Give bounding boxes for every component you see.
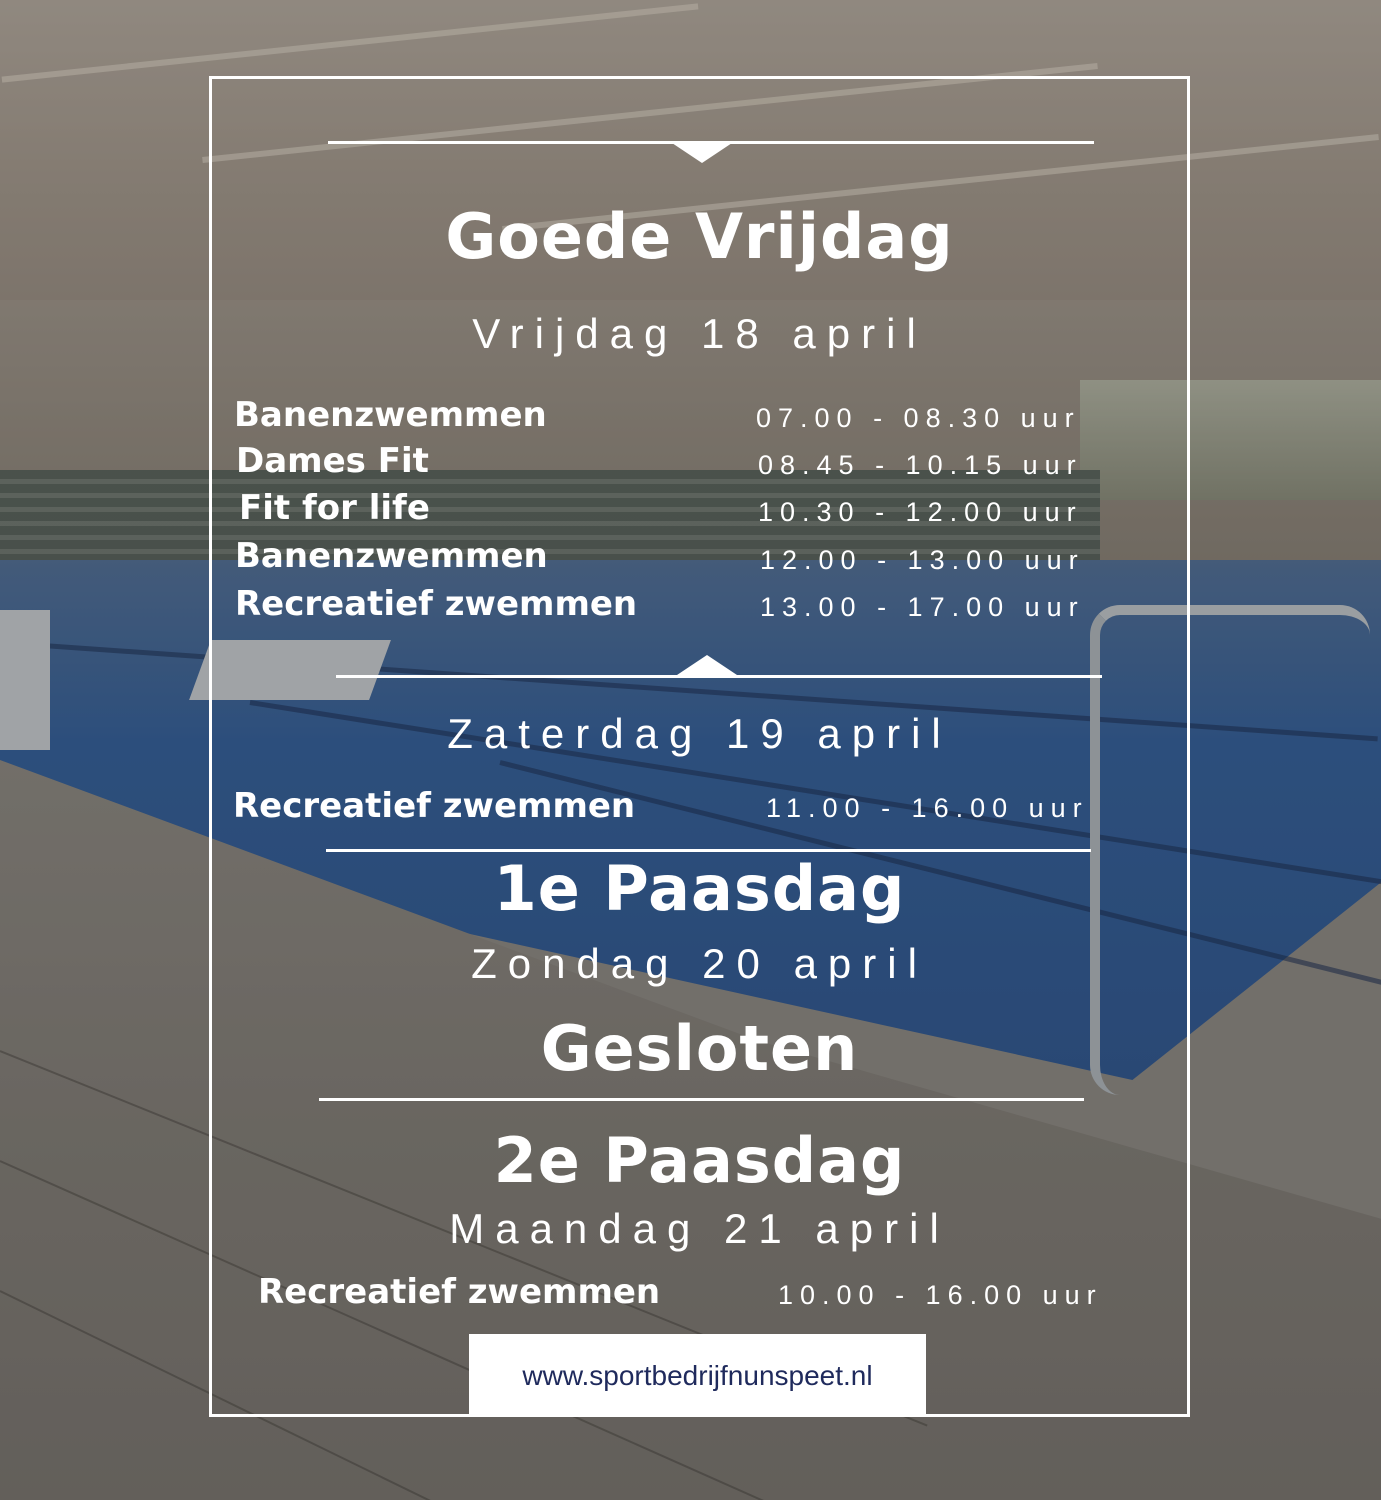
easter-sunday-title: 1e Paasdag [493, 852, 906, 925]
schedule-activity: Dames Fit [236, 441, 429, 481]
schedule-activity: Recreatief zwemmen [233, 786, 636, 826]
schedule-time: 07.00 - 08.30 uur [756, 403, 1081, 433]
divider-line [319, 1098, 1084, 1101]
easter-monday-title: 2e Paasdag [493, 1124, 906, 1197]
closed-status: Gesloten [540, 1012, 859, 1085]
easter-monday-date: Maandag 21 april [449, 1205, 950, 1252]
saturday-date: Zaterdag 19 april [447, 710, 952, 757]
schedule-time: 10.00 - 16.00 uur [778, 1280, 1103, 1310]
divider-line [336, 675, 1102, 678]
schedule-time: 08.45 - 10.15 uur [758, 450, 1083, 480]
schedule-activity: Banenzwemmen [235, 536, 548, 576]
good-friday-date: Vrijdag 18 april [472, 310, 927, 357]
schedule-time: 12.00 - 13.00 uur [760, 545, 1085, 575]
schedule-activity: Banenzwemmen [234, 395, 547, 435]
schedule-activity: Recreatief zwemmen [258, 1272, 661, 1312]
website-banner [469, 1334, 926, 1417]
schedule-time: 10.30 - 12.00 uur [758, 497, 1083, 527]
schedule-time: 13.00 - 17.00 uur [760, 592, 1085, 622]
schedule-time: 11.00 - 16.00 uur [766, 793, 1089, 823]
good-friday-title: Goede Vrijdag [445, 200, 954, 273]
website-url[interactable]: www.sportbedrijfnunspeet.nl [522, 1359, 873, 1391]
schedule-activity: Recreatief zwemmen [235, 584, 638, 624]
divider-arrow-up [677, 655, 737, 675]
schedule-activity: Fit for life [239, 488, 430, 528]
easter-sunday-date: Zondag 20 april [471, 940, 928, 987]
divider-arrow-down [672, 143, 732, 163]
